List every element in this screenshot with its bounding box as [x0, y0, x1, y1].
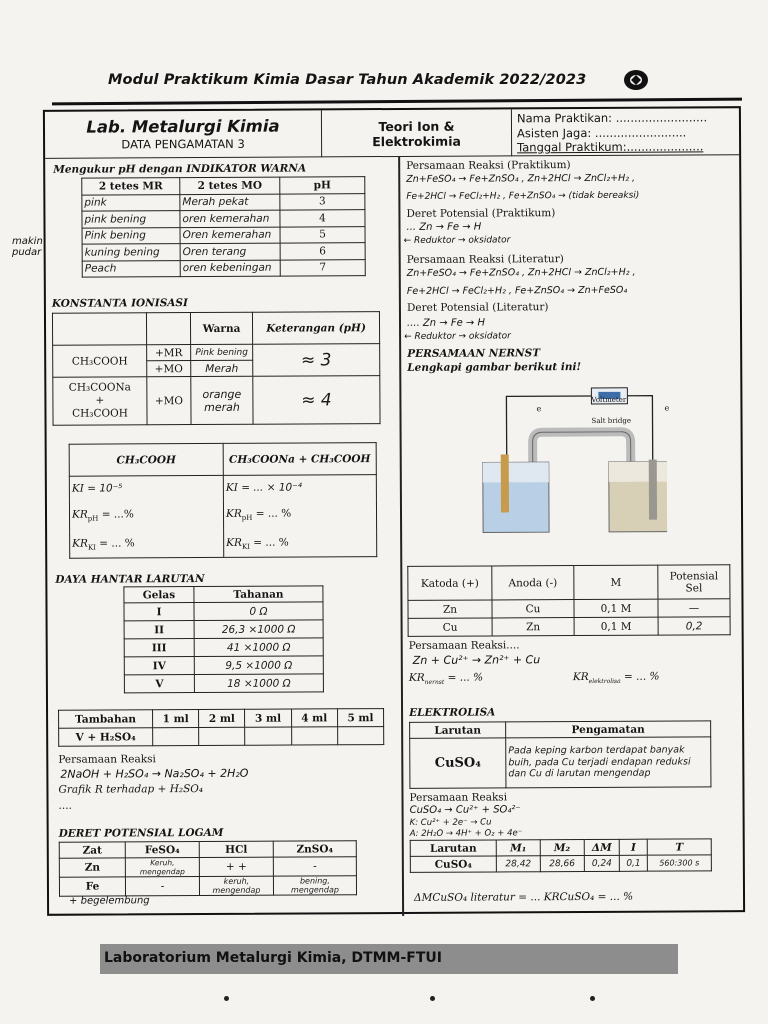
electron-right-label: e	[664, 403, 670, 413]
ph-cell-ph: 7	[280, 259, 365, 276]
elektrolisa-bottom: ΔMCuSO₄ literatur = ... KRCuSO₄ = ... %	[413, 890, 634, 904]
kr-sub: pH	[241, 514, 253, 523]
ki-label: KI =	[225, 481, 251, 494]
tambahan-pers-value: 2NaOH + H₂SO₄ → Na₂SO₄ + 2H₂O	[60, 766, 249, 781]
deret-feso4: Keruh, mengendap	[125, 858, 199, 877]
table-row	[408, 617, 730, 637]
nernst-subtitle: Lengkapi gambar berikut ini!	[407, 361, 582, 374]
mass-i: 0,1	[620, 855, 648, 871]
daya-header-gelas: Gelas	[124, 587, 194, 603]
pr-literatur-line-1: Zn+FeSO₄ → Fe+ZnSO₄ , Zn+2HCl → ZnCl₂+H₂ ,	[406, 266, 636, 279]
sel-potensial: —	[658, 599, 730, 617]
header-rule	[52, 98, 742, 106]
mass-t: 560:300 s	[647, 855, 711, 871]
kr-elektrolisa-value: = ... %	[623, 670, 660, 683]
ph-cell-ph: 5	[280, 226, 365, 243]
daya-gelas: V	[124, 675, 194, 693]
krph-cell-buffer	[223, 499, 376, 532]
krki-value-acid: = ... %	[99, 537, 135, 550]
kr-elektrolisa-sub: elektrolisa	[588, 677, 621, 686]
nernst-title: PERSAMAAN NERNST	[407, 347, 541, 360]
ph-cell-mr: pink	[82, 194, 180, 211]
grafik-label: Grafik R terhadap + H₂SO₄	[58, 783, 204, 796]
konstanta-warna-2: Merah	[191, 360, 253, 376]
tambahan-header-3ml: 3 ml	[245, 709, 291, 727]
ki-label: KI =	[71, 482, 97, 495]
sel-potensial: 0,2	[658, 617, 730, 635]
deret-zat: Zn	[59, 858, 125, 877]
ph-cell-mo: Oren kemerahan	[180, 227, 280, 244]
konstanta-buffer	[53, 377, 147, 425]
daya-gelas: III	[124, 639, 194, 657]
ph-cell-mr: Peach	[82, 260, 180, 277]
dp-praktikum-line-2: ← Reduktor → oksidator	[403, 235, 511, 246]
ph-cell-mo: oren kebeningan	[180, 260, 280, 277]
sel-m: 0,1 M	[574, 617, 658, 635]
ph-cell-mr: pink bening	[82, 211, 180, 228]
ki-value-acid: 10⁻⁵	[99, 482, 123, 495]
table-row	[124, 638, 323, 657]
sel-pers-label: Persamaan Reaksi....	[408, 639, 520, 652]
ki-cell-acid	[69, 475, 223, 500]
ph-header-mo: 2 tetes MO	[180, 177, 280, 194]
daya-tahanan: 41 ×1000 Ω	[194, 638, 323, 657]
dp-praktikum-label: Deret Potensial (Praktikum)	[406, 207, 556, 220]
dp-praktikum-line-1: ... Zn → Fe → H	[406, 221, 482, 233]
module-title: Modul Praktikum Kimia Dasar Tahun Akademik 2022/2023	[108, 72, 587, 88]
konstanta-ket-2: ≈ 4	[253, 376, 380, 425]
mass-header-t: T	[647, 839, 711, 855]
ki-table	[69, 442, 378, 559]
kr-sub: KI	[87, 543, 96, 552]
ph-cell-mo: oren kemerahan	[180, 210, 280, 227]
sel-katoda: Cu	[408, 618, 492, 636]
deret-znso4: -	[273, 857, 356, 876]
beaker-right-top	[609, 462, 667, 482]
konstanta-acid: CH₃COOH	[53, 345, 147, 377]
mass-larutan: CuSO₄	[410, 856, 496, 872]
electrode-right	[649, 460, 657, 520]
galvanic-cell-diagram	[476, 384, 670, 540]
table-row	[82, 193, 365, 211]
side-annotation: makin pudar	[12, 236, 43, 258]
deret-hcl: keruh, mengendap	[199, 876, 273, 895]
elektrolisa-title: ELEKTROLISA	[409, 706, 496, 719]
ki-cell-buffer	[223, 475, 376, 500]
konstanta-title: KONSTANTA IONISASI	[51, 297, 188, 310]
mass-header-dm: ΔM	[584, 839, 620, 855]
table-row	[410, 855, 711, 873]
daya-header-tahanan: Tahanan	[194, 586, 323, 603]
table-row	[82, 243, 365, 261]
kr-elektrolisa-label: KR	[572, 670, 589, 684]
kr-label: KR	[225, 508, 242, 521]
kr-nernst	[409, 672, 483, 686]
table-row	[408, 599, 730, 619]
tambahan-header: Tambahan	[59, 710, 153, 728]
konstanta-warna-3: orange merah	[191, 376, 253, 424]
tambahan-cell	[245, 727, 291, 745]
elektrolisa-header-larutan: Larutan	[410, 722, 506, 739]
ph-header-ph: pH	[280, 177, 365, 194]
konstanta-mo: +MO	[147, 361, 191, 377]
konstanta-mo-2: +MO	[147, 377, 191, 425]
topic-line-2: Elektrokimia	[372, 133, 461, 150]
grafik-dots: ....	[58, 799, 72, 812]
kr-sub: KI	[241, 543, 250, 552]
tambahan-cell	[153, 728, 199, 746]
krki-cell-buffer	[224, 531, 377, 558]
tambahan-cell	[291, 727, 337, 745]
salt-bridge-label: Salt bridge	[591, 416, 631, 425]
table-row	[124, 620, 323, 639]
deret-feso4: -	[125, 877, 199, 896]
page-mark	[590, 996, 595, 1001]
tambahan-row-label: V + H₂SO₄	[59, 728, 153, 746]
sel-header-potensial: Potensial Sel	[658, 565, 730, 599]
elektrolisa-mass-table	[410, 838, 712, 873]
tambahan-table	[58, 708, 384, 747]
konstanta-table	[52, 311, 381, 426]
ph-section-title: Mengukur pH dengan INDIKATOR WARNA	[53, 162, 307, 176]
deret-logam-title: DERET POTENSIAL LOGAM	[58, 826, 224, 840]
lab-subtitle: DATA PENGAMATAN 3	[121, 136, 245, 152]
identity-cell	[517, 110, 739, 155]
page-mark	[224, 996, 229, 1001]
elektrolisa-table	[409, 720, 711, 789]
nama-praktikan: Nama Praktikan: .........................	[516, 110, 708, 126]
sel-m: 0,1 M	[574, 599, 658, 617]
tambahan-header-5ml: 5 ml	[337, 709, 383, 727]
electron-left-label: e	[536, 404, 542, 414]
sel-header-m: M	[574, 565, 658, 599]
krki-value-buffer: = ... %	[253, 536, 289, 549]
mass-m1: 28,42	[496, 856, 540, 872]
ph-table	[81, 176, 366, 277]
deret-header-feso4: FeSO₄	[125, 842, 199, 858]
krph-value-acid: = ...%	[101, 508, 134, 521]
ki-header-buffer: CH₃COONa + CH₃COOH	[223, 443, 376, 476]
elektrolisa-header-pengamatan: Pengamatan	[506, 721, 711, 738]
pr-praktikum-line-1: Zn+FeSO₄ → Fe+ZnSO₄ , Zn+2HCl → ZnCl₂+H₂ ,	[406, 172, 636, 185]
ph-cell-ph: 4	[280, 210, 365, 227]
buffer-line-3: CH₃COOH	[72, 407, 128, 420]
deret-header-hcl: HCl	[199, 841, 273, 857]
pr-praktikum-label: Persamaan Reaksi (Praktikum)	[406, 159, 571, 172]
lab-cell	[45, 110, 322, 158]
electrode-left	[501, 454, 509, 512]
deret-logam-table	[59, 840, 357, 897]
konstanta-header-warna: Warna	[190, 312, 252, 344]
elektrolisa-pers-2: K: Cu²⁺ + 2e⁻ → Cu	[409, 817, 492, 828]
deret-logam-note: + begelembung	[69, 895, 150, 907]
krki-cell-acid	[70, 531, 224, 558]
kr-label: KR	[226, 536, 242, 550]
table-row	[124, 656, 323, 675]
sel-header-anoda: Anoda (-)	[492, 566, 574, 600]
tambahan-cell	[337, 727, 383, 745]
ph-cell-mo: Merah pekat	[180, 194, 280, 211]
data-sheet	[43, 106, 745, 916]
konstanta-ket-1: ≈ 3	[253, 344, 380, 377]
footer-text: Laboratorium Metalurgi Kimia, DTMM-FTUI	[104, 950, 442, 966]
daya-gelas: II	[124, 621, 194, 639]
konstanta-mr: +MR	[147, 345, 191, 361]
krph-cell-acid	[69, 499, 223, 532]
kr-label: KR	[72, 537, 88, 550]
daya-table	[123, 585, 324, 693]
dp-literatur-line-1: .... Zn → Fe → H	[406, 317, 486, 329]
mass-header-m2: M₂	[540, 840, 584, 856]
tanggal-praktikum: Tanggal Praktikum:.....................	[517, 139, 704, 155]
ph-header-mr: 2 tetes MR	[82, 178, 180, 195]
elektrolisa-pengamatan: Pada keping karbon terdapat banyak buih, pada Cu terjadi endapan reduksi dan Cu di larutan mengendap	[506, 737, 711, 788]
deret-header-znso4: ZnSO₄	[273, 841, 356, 857]
mass-header-m1: M₁	[496, 840, 540, 856]
table-row	[124, 674, 323, 693]
krph-value-buffer: = ... %	[255, 507, 292, 521]
topic-cell	[322, 109, 512, 157]
mass-header-i: I	[620, 839, 648, 855]
daya-tahanan: 26,3 ×1000 Ω	[194, 620, 323, 639]
kr-nernst-sub: nernst	[424, 678, 445, 686]
asisten-jaga: Asisten Jaga: .........................	[516, 124, 687, 140]
pr-praktikum-line-2: Fe+2HCl → FeCl₂+H₂ , Fe+ZnSO₄ → (tidak bereaksi)	[406, 190, 640, 202]
pr-literatur-line-2: Fe+2HCl → FeCl₂+H₂ , Fe+ZnSO₄ → Zn+FeSO₄	[406, 284, 628, 297]
ph-cell-ph: 3	[280, 193, 365, 210]
table-row	[59, 857, 356, 878]
dp-literatur-line-2: ← Reduktor → oksidator	[404, 331, 511, 342]
pr-literatur-label: Persamaan Reaksi (Literatur)	[406, 253, 564, 266]
deret-header-zat: Zat	[59, 842, 125, 858]
kr-nernst-value: = ... %	[447, 671, 484, 684]
ki-header-acid: CH₃COOH	[69, 443, 223, 476]
buffer-line-1: CH₃COONa	[68, 381, 131, 394]
sel-anoda: Cu	[492, 600, 574, 618]
table-row	[124, 602, 323, 621]
ph-cell-mr: kuning bening	[82, 244, 180, 261]
deret-znso4: bening, mengendap	[273, 876, 356, 895]
topic-line-1: Teori Ion &	[378, 118, 455, 135]
mass-dm: 0,24	[584, 855, 620, 871]
daya-gelas: IV	[124, 657, 194, 675]
kr-label: KR	[71, 509, 88, 522]
daya-tahanan: 0 Ω	[194, 602, 323, 621]
kr-nernst-label: KR	[408, 671, 425, 684]
page-mark	[430, 996, 435, 1001]
daya-title: DAYA HANTAR LARUTAN	[55, 572, 205, 586]
lab-title: Lab. Metalurgi Kimia	[86, 116, 280, 137]
university-logo-icon	[622, 68, 650, 92]
konstanta-warna-1: Pink bening	[191, 344, 253, 360]
buffer-line-2: +	[95, 394, 105, 407]
tambahan-cell	[199, 727, 245, 745]
column-divider	[398, 157, 403, 916]
tambahan-pers-label: Persamaan Reaksi	[58, 753, 156, 766]
tambahan-header-2ml: 2 ml	[199, 709, 245, 727]
kr-sub: pH	[87, 515, 99, 524]
kr-elektrolisa	[573, 671, 660, 686]
mass-header-larutan: Larutan	[410, 840, 496, 856]
konstanta-blank-cell	[146, 313, 190, 345]
table-row	[82, 259, 365, 277]
ph-cell-mo: Oren terang	[180, 243, 280, 260]
mass-m2: 28,66	[540, 856, 584, 872]
daya-tahanan: 18 ×1000 Ω	[194, 674, 323, 693]
sel-pers-value: Zn + Cu²⁺ → Zn²⁺ + Cu	[412, 653, 541, 667]
konstanta-blank-cell	[52, 313, 146, 345]
dp-literatur-label: Deret Potensial (Literatur)	[406, 301, 549, 314]
daya-tahanan: 9,5 ×1000 Ω	[194, 656, 323, 675]
table-row	[82, 226, 365, 244]
sel-katoda: Zn	[408, 600, 492, 618]
deret-hcl: + +	[199, 857, 273, 876]
table-row	[82, 210, 365, 228]
sheet-header-row	[45, 108, 739, 159]
beaker-left-top	[483, 462, 549, 482]
ki-value-buffer: ... × 10⁻⁴	[253, 481, 302, 494]
table-row	[59, 876, 356, 897]
sel-header-katoda: Katoda (+)	[408, 566, 492, 600]
elektrolisa-pers-3: A: 2H₂O → 4H⁺ + O₂ + 4e⁻	[409, 828, 523, 839]
konstanta-header-ket: Keterangan (pH)	[252, 312, 379, 345]
sel-anoda: Zn	[492, 618, 574, 636]
tambahan-header-1ml: 1 ml	[153, 710, 199, 728]
elektrolisa-larutan: CuSO₄	[410, 738, 506, 789]
daya-gelas: I	[124, 603, 194, 621]
elektrolisa-pers-label: Persamaan Reaksi	[409, 791, 508, 804]
voltmeter-label: Voltmeter	[591, 395, 627, 404]
sel-table	[407, 564, 730, 637]
tambahan-header-4ml: 4 ml	[291, 709, 337, 727]
elektrolisa-pers-1: CuSO₄ → Cu²⁺ + SO₄²⁻	[409, 804, 521, 816]
ph-cell-mr: Pink bening	[82, 227, 180, 244]
ph-cell-ph: 6	[280, 243, 365, 260]
deret-zat: Fe	[59, 877, 125, 896]
